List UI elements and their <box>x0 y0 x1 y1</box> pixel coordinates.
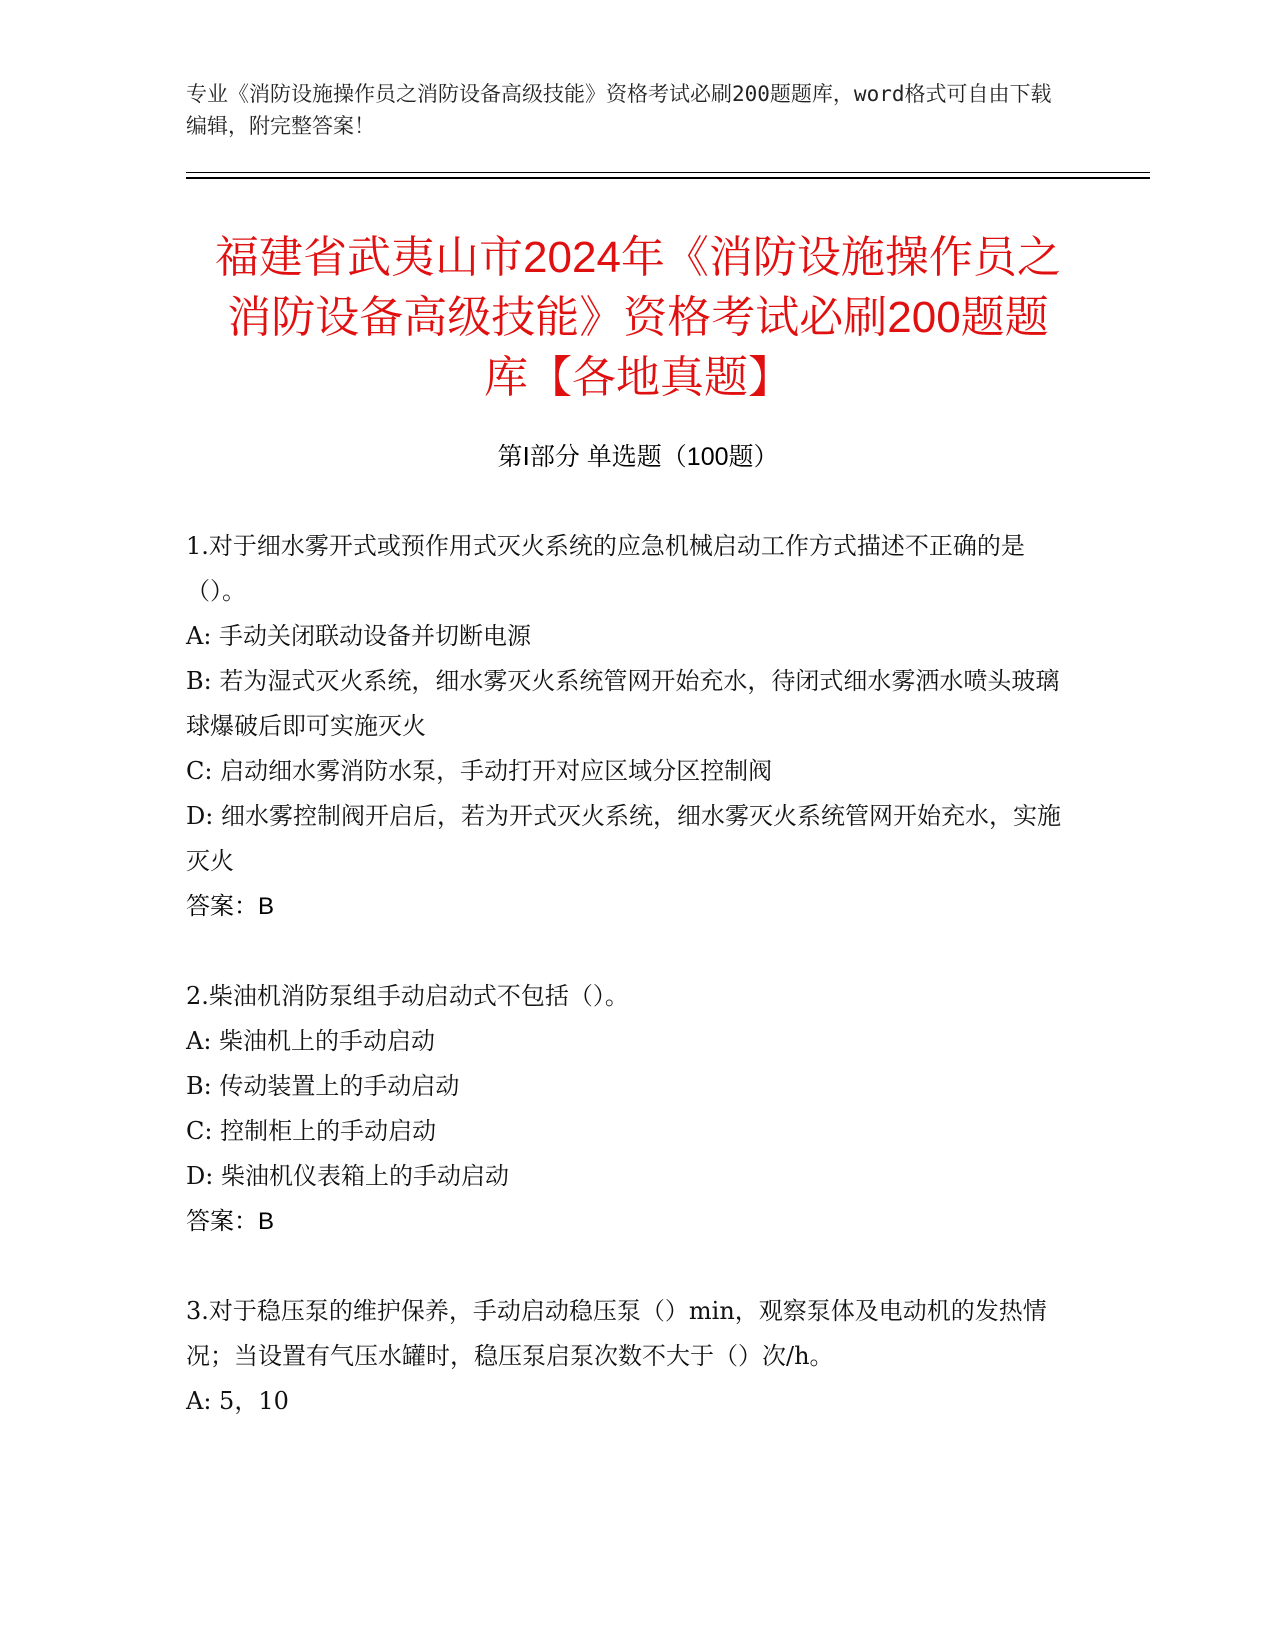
option-b: B: 若为湿式灭火系统，细水雾灭火系统管网开始充水，待闭式细水雾洒水喷头玻璃球爆破后即可实施灭火 <box>186 667 1060 740</box>
option-a: A: 手动关闭联动设备并切断电源 <box>186 622 532 650</box>
title-line-1: 福建省武夷山市2024年《消防设施操作员之 <box>215 233 1061 282</box>
option-b: B: 传动装置上的手动启动 <box>186 1072 460 1100</box>
answer-label: 答案：B <box>186 893 275 920</box>
question-stem: 3.对于稳压泵的维护保养，手动启动稳压泵（）min，观察泵体及电动机的发热情况；当设置有气压水罐时，稳压泵启泵次数不大于（）次/h。 <box>186 1297 1047 1370</box>
header-rule-thick <box>186 177 1150 179</box>
option-d: D: 柴油机仪表箱上的手动启动 <box>186 1162 509 1190</box>
header-note: 专业《消防设施操作员之消防设备高级技能》资格考试必刷200题题库，word格式可自由下载编辑，附完整答案！ <box>186 82 1052 138</box>
question-list <box>186 524 1076 1469</box>
document-title <box>186 228 1090 408</box>
question-stem: 2.柴油机消防泵组手动启动式不包括（）。 <box>186 982 629 1010</box>
question-1 <box>186 524 1076 929</box>
option-c: C: 启动细水雾消防水泵，手动打开对应区域分区控制阀 <box>186 757 773 785</box>
question-stem: 1.对于细水雾开式或预作用式灭火系统的应急机械启动工作方式描述不正确的是（）。 <box>186 532 1025 605</box>
header-rule-thin <box>186 172 1150 173</box>
question-2 <box>186 974 1076 1244</box>
answer-label: 答案：B <box>186 1208 275 1235</box>
question-3 <box>186 1289 1076 1424</box>
option-a: A: 柴油机上的手动启动 <box>186 1027 436 1055</box>
title-line-3: 库【各地真题】 <box>484 353 792 402</box>
section-heading: 第Ⅰ部分 单选题（100题） <box>497 443 779 471</box>
title-line-2: 消防设备高级技能》资格考试必刷200题题 <box>227 293 1049 342</box>
option-a: A: 5，10 <box>186 1387 289 1415</box>
option-c: C: 控制柜上的手动启动 <box>186 1117 437 1145</box>
option-d: D: 细水雾控制阀开启后，若为开式灭火系统，细水雾灭火系统管网开始充水，实施灭火 <box>186 802 1061 875</box>
